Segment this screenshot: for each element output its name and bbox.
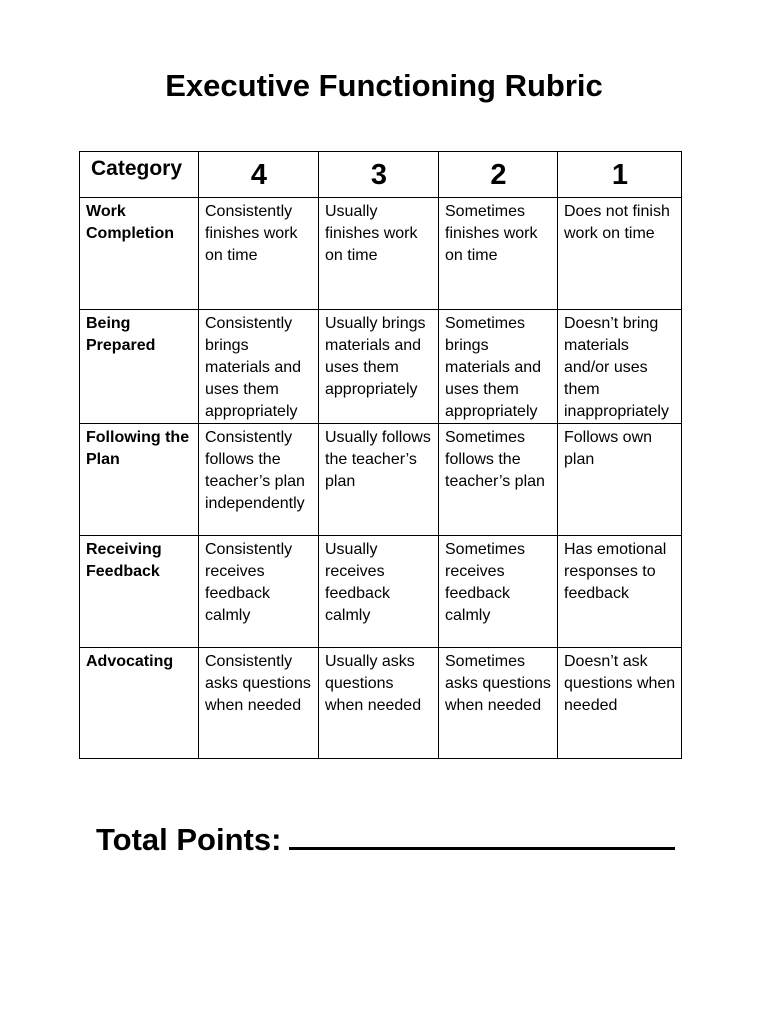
row-label-work-completion: Work Completion bbox=[80, 198, 199, 310]
table-cell: Does not finish work on time bbox=[558, 198, 682, 310]
total-points bbox=[96, 818, 675, 860]
table-cell: Usually asks questions when needed bbox=[319, 648, 439, 759]
table-cell: Sometimes follows the teacher’s plan bbox=[439, 424, 558, 536]
table-row bbox=[80, 198, 682, 310]
table-row bbox=[80, 424, 682, 536]
table-cell: Consistently finishes work on time bbox=[199, 198, 319, 310]
table-cell: Consistently follows the teacher’s plan independently bbox=[199, 424, 319, 536]
row-label-advocating: Advocating bbox=[80, 648, 199, 759]
table-cell: Sometimes brings materials and uses them appropriately bbox=[439, 310, 558, 424]
column-header-score-4: 4 bbox=[199, 152, 319, 198]
table-row bbox=[80, 310, 682, 424]
table-row bbox=[80, 536, 682, 648]
table-cell: Usually receives feedback calmly bbox=[319, 536, 439, 648]
page-title: Executive Functioning Rubric bbox=[165, 68, 603, 103]
table-cell: Sometimes receives feedback calmly bbox=[439, 536, 558, 648]
column-header-score-3: 3 bbox=[319, 152, 439, 198]
table-header-row bbox=[80, 152, 682, 198]
row-label-receiving-feedback: Receiving Feedback bbox=[80, 536, 199, 648]
table-cell: Usually brings materials and uses them appropriately bbox=[319, 310, 439, 424]
table-cell: Consistently brings materials and uses them appropriately bbox=[199, 310, 319, 424]
table-cell: Usually finishes work on time bbox=[319, 198, 439, 310]
column-header-score-1: 1 bbox=[558, 152, 682, 198]
table-cell: Usually follows the teacher’s plan bbox=[319, 424, 439, 536]
row-label-being-prepared: Being Prepared bbox=[80, 310, 199, 424]
total-points-label: Total Points: bbox=[96, 822, 282, 857]
table-cell: Sometimes asks questions when needed bbox=[439, 648, 558, 759]
table-cell: Consistently asks questions when needed bbox=[199, 648, 319, 759]
table-cell: Doesn’t ask questions when needed bbox=[558, 648, 682, 759]
rubric-table bbox=[79, 151, 682, 759]
column-header-category: Category bbox=[80, 152, 199, 198]
table-row bbox=[80, 648, 682, 759]
table-cell: Sometimes finishes work on time bbox=[439, 198, 558, 310]
table-cell: Has emotional responses to feedback bbox=[558, 536, 682, 648]
row-label-following-the-plan: Following the Plan bbox=[80, 424, 199, 536]
column-header-score-2: 2 bbox=[439, 152, 558, 198]
total-points-blank-line bbox=[289, 818, 675, 850]
table-cell: Consistently receives feedback calmly bbox=[199, 536, 319, 648]
table-cell: Doesn’t bring materials and/or uses them inappropriately bbox=[558, 310, 682, 424]
table-cell: Follows own plan bbox=[558, 424, 682, 536]
